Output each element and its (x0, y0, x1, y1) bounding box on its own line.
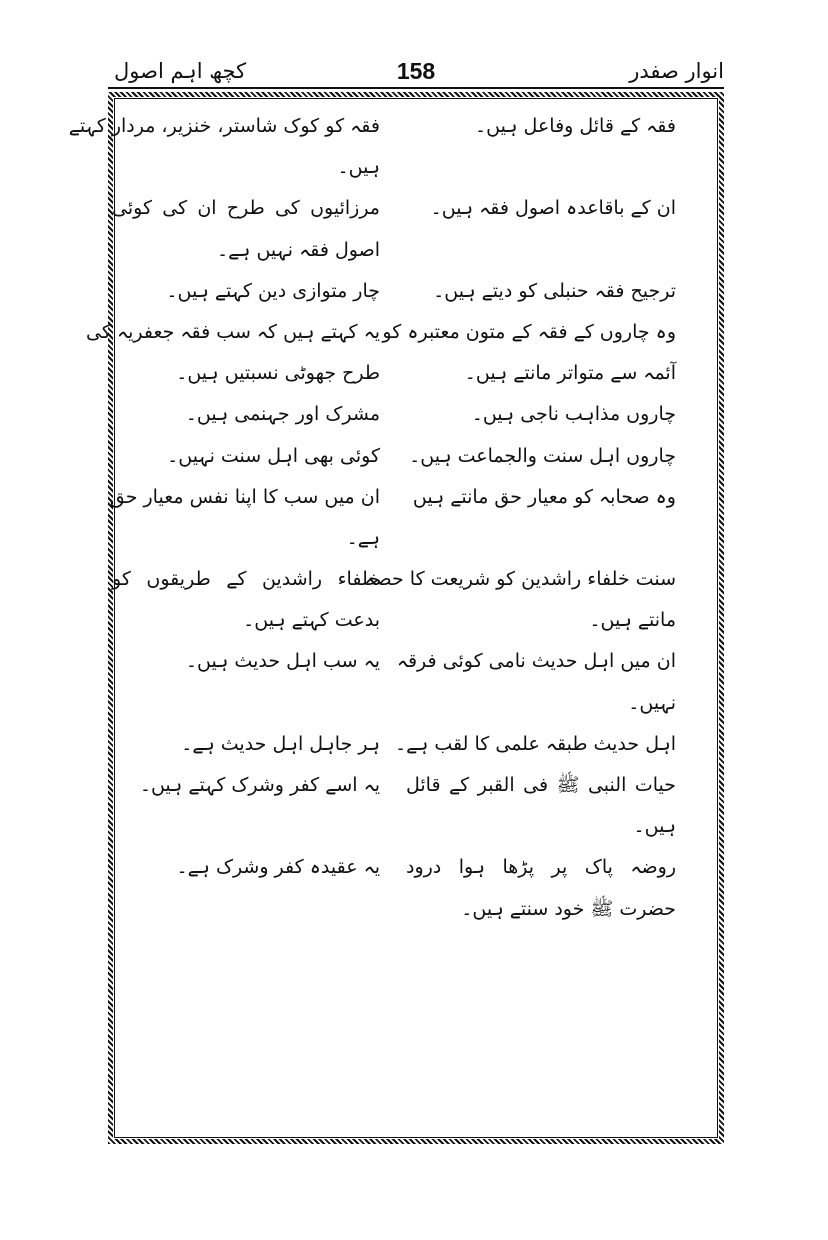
text-line: بدعت کہتے ہیں۔ (243, 609, 380, 632)
text-line: چاروں اہل سنت والجماعت ہیں۔ (409, 444, 676, 467)
header-rule (108, 87, 724, 89)
text-line: چار متوازی دین کہتے ہیں۔ (166, 279, 380, 302)
page-number: 158 (396, 58, 436, 84)
text-line: مشرک اور جہنمی ہیں۔ (185, 403, 380, 426)
section-title: کچھ اہم اصول (114, 59, 247, 83)
text-line: اصول فقہ نہیں ہے۔ (217, 238, 380, 261)
text-line: اہل حدیث طبقہ علمی کا لقب ہے۔ (394, 732, 676, 755)
text-line: چاروں مذاہب ناجی ہیں۔ (471, 403, 676, 426)
text-line: طرح جھوٹی نسبتیں ہیں۔ (176, 362, 380, 385)
book-title: انوار صفدر (629, 59, 724, 83)
text-line: فقہ کے قائل وفاعل ہیں۔ (475, 115, 676, 137)
text-line: آئمہ سے متواتر مانتے ہیں۔ (464, 362, 676, 385)
text-line (406, 230, 676, 271)
text-line (406, 147, 676, 188)
text-line: یہ عقیدہ کفر وشرک ہے۔ (176, 856, 380, 879)
text-line: یہ سب اہل حدیث ہیں۔ (185, 650, 380, 673)
text-line: ان میں سب کا اپنا نفس معیار حق (109, 485, 380, 508)
text-line: حیات النبی ﷺ فی القبر کے قائل (406, 774, 676, 796)
page-header (108, 52, 724, 92)
text-line: مانتے ہیں۔ (589, 609, 676, 632)
text-line: روضہ پاک پر پڑھا ہوا درود (406, 856, 676, 879)
text-line: ان میں اہل حدیث نامی کوئی فرقہ (396, 650, 676, 673)
text-line: یہ کہتے ہیں کہ سب فقہ جعفریہ کی (86, 320, 380, 343)
text-line: ہے۔ (346, 526, 380, 549)
text-line: ان کے باقاعدہ اصول فقہ ہیں۔ (430, 197, 676, 220)
text-line: وہ چاروں کے فقہ کے متون معتبرہ کو (382, 320, 676, 343)
text-line: ہر جاہل اہل حدیث ہے۔ (181, 732, 380, 755)
text-line: خلفاء راشدین کے طریقوں کو (112, 568, 380, 591)
text-line: حضرت ﷺ خود سنتے ہیں۔ (461, 897, 676, 920)
text-line (406, 518, 676, 559)
text-line: ہیں۔ (337, 156, 380, 179)
text-line (112, 806, 380, 847)
text-line (112, 889, 380, 930)
text-line: ہیں۔ (633, 815, 676, 838)
text-line (112, 683, 380, 724)
text-line: ترجیح فقہ حنبلی کو دیتے ہیں۔ (433, 279, 676, 302)
text-line: نہیں۔ (628, 691, 676, 714)
left-column (68, 106, 380, 930)
text-line: فقہ کو کوک شاستر، خنزیر، مردار کہتے (68, 115, 380, 137)
text-line: یہ اسے کفر وشرک کہتے ہیں۔ (139, 774, 380, 796)
text-line: سنت خلفاء راشدین کو شریعت کا حصہ (364, 568, 676, 591)
right-column (364, 106, 676, 930)
text-line: کوئی بھی اہل سنت نہیں۔ (167, 444, 380, 467)
text-line: وہ صحابہ کو معیار حق مانتے ہیں (412, 485, 676, 508)
text-line: مرزائیوں کی طرح ان کی کوئی (112, 197, 380, 220)
